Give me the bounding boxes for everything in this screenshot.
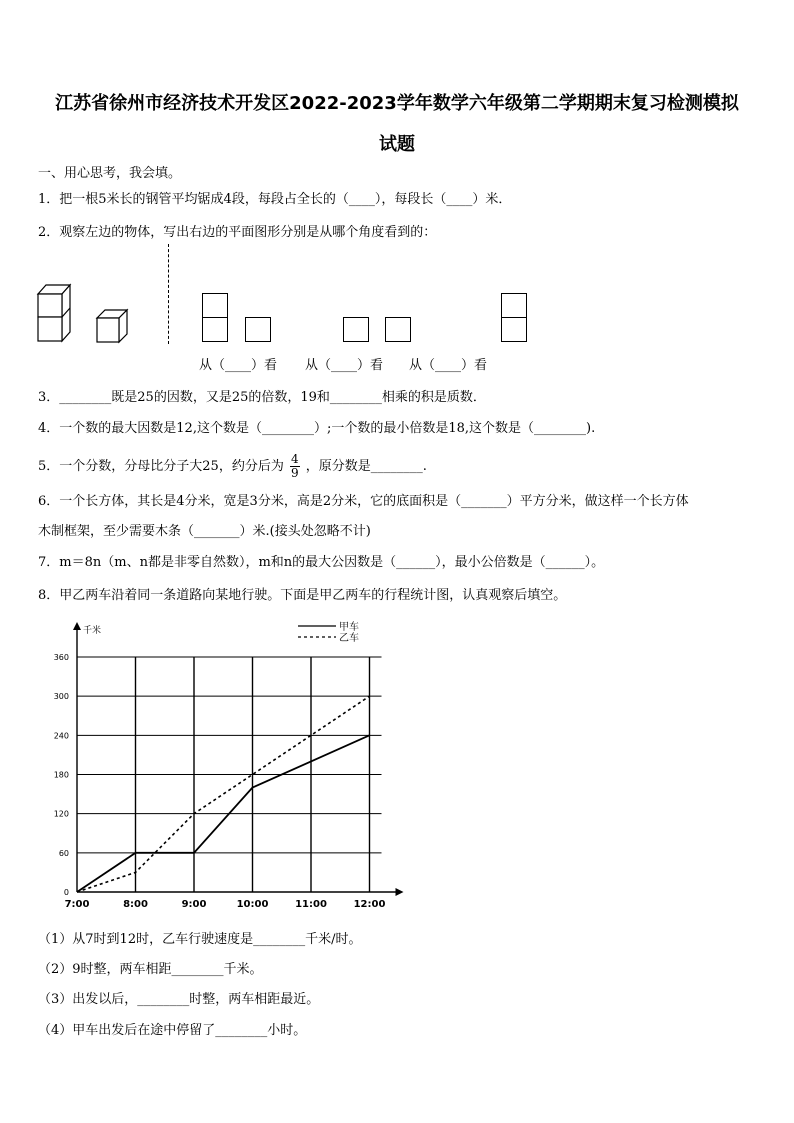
y-tick-label: 0	[63, 888, 69, 897]
view-label-3: 从（____）看	[409, 358, 488, 373]
x-tick-label: 7:00	[64, 899, 90, 910]
fraction	[290, 453, 300, 480]
x-tick-label: 9:00	[181, 899, 207, 910]
question-5	[38, 453, 427, 480]
fraction-denominator: 9	[290, 466, 299, 480]
section-heading: 一、用心思考，我会填。	[38, 166, 182, 181]
divider-dashed	[168, 244, 171, 344]
sub-question-4: （4）甲车出发后在途中停留了________小时。	[38, 1023, 307, 1038]
y-axis-label: 千米	[83, 626, 102, 636]
page-title: 江苏省徐州市经济技术开发区2022-2023学年数学六年级第二学期期末复习检测模拟	[55, 93, 739, 114]
x-tick-label: 12:00	[353, 899, 386, 910]
x-axis-arrow	[396, 888, 404, 896]
view-label-2: 从（____）看	[305, 358, 384, 373]
view-label-1: 从（____）看	[199, 358, 278, 373]
x-tick-label: 8:00	[123, 899, 148, 910]
question-3: 3．________既是25的因数，又是25的倍数，19和________相乘的积是质数．	[38, 390, 486, 405]
legend-label: 甲车	[339, 622, 359, 633]
cube-stack-figure	[36, 282, 76, 344]
question-5-text: 5．一个分数，分母比分子大25，约分后为	[38, 459, 284, 474]
sub-question-1: （1）从7时到12时，乙车行驶速度是________千米/时。	[38, 932, 362, 947]
legend-label: 乙车	[339, 633, 359, 644]
question-8: 8．甲乙两车沿着同一条道路向某地行驶。下面是甲乙两车的行程统计图，认真观察后填空。	[38, 588, 567, 603]
sub-question-2: （2）9时整，两车相距________千米。	[38, 962, 263, 977]
single-cube-figure	[95, 308, 131, 344]
y-tick-label: 360	[53, 653, 69, 662]
y-tick-label: 300	[53, 692, 69, 702]
question-5-tail: ，原分数是________.	[305, 459, 427, 474]
y-tick-label: 180	[53, 770, 69, 780]
sub-question-3: （3）出发以后，________时整，两车相距最近。	[38, 992, 320, 1007]
y-axis-arrow	[73, 622, 81, 630]
x-tick-label: 11:00	[295, 899, 327, 910]
question-2: 2．观察左边的物体，写出右边的平面图形分别是从哪个角度看到的：	[38, 225, 437, 240]
question-6-line1: 6．一个长方体，其长是4分米，宽是3分米，高是2分米，它的底面积是（_______）平方分米，做这样一个长方体	[38, 494, 689, 509]
y-tick-label: 240	[53, 731, 69, 741]
y-tick-label: 120	[53, 809, 69, 819]
question-6-line2: 木制框架，至少需要木条（_______）米.(接头处忽略不计)	[38, 524, 371, 539]
question-4: 4．一个数的最大因数是12,这个数是（________）;一个数的最小倍数是18,这个数是（________).	[38, 421, 596, 436]
y-tick-label: 60	[58, 848, 69, 858]
fraction-numerator: 4	[290, 452, 299, 466]
question-1: 1．把一根5米长的钢管平均锯成4段，每段占全长的（____），每段长（____）米．	[38, 192, 512, 207]
travel-chart	[40, 616, 420, 916]
page-title-continued: 试题	[379, 134, 415, 155]
x-tick-label: 10:00	[236, 899, 269, 910]
question-7: 7．m＝8n（m、n都是非零自然数），m和n的最大公因数是（______），最小公倍数是（______）。	[38, 555, 605, 570]
